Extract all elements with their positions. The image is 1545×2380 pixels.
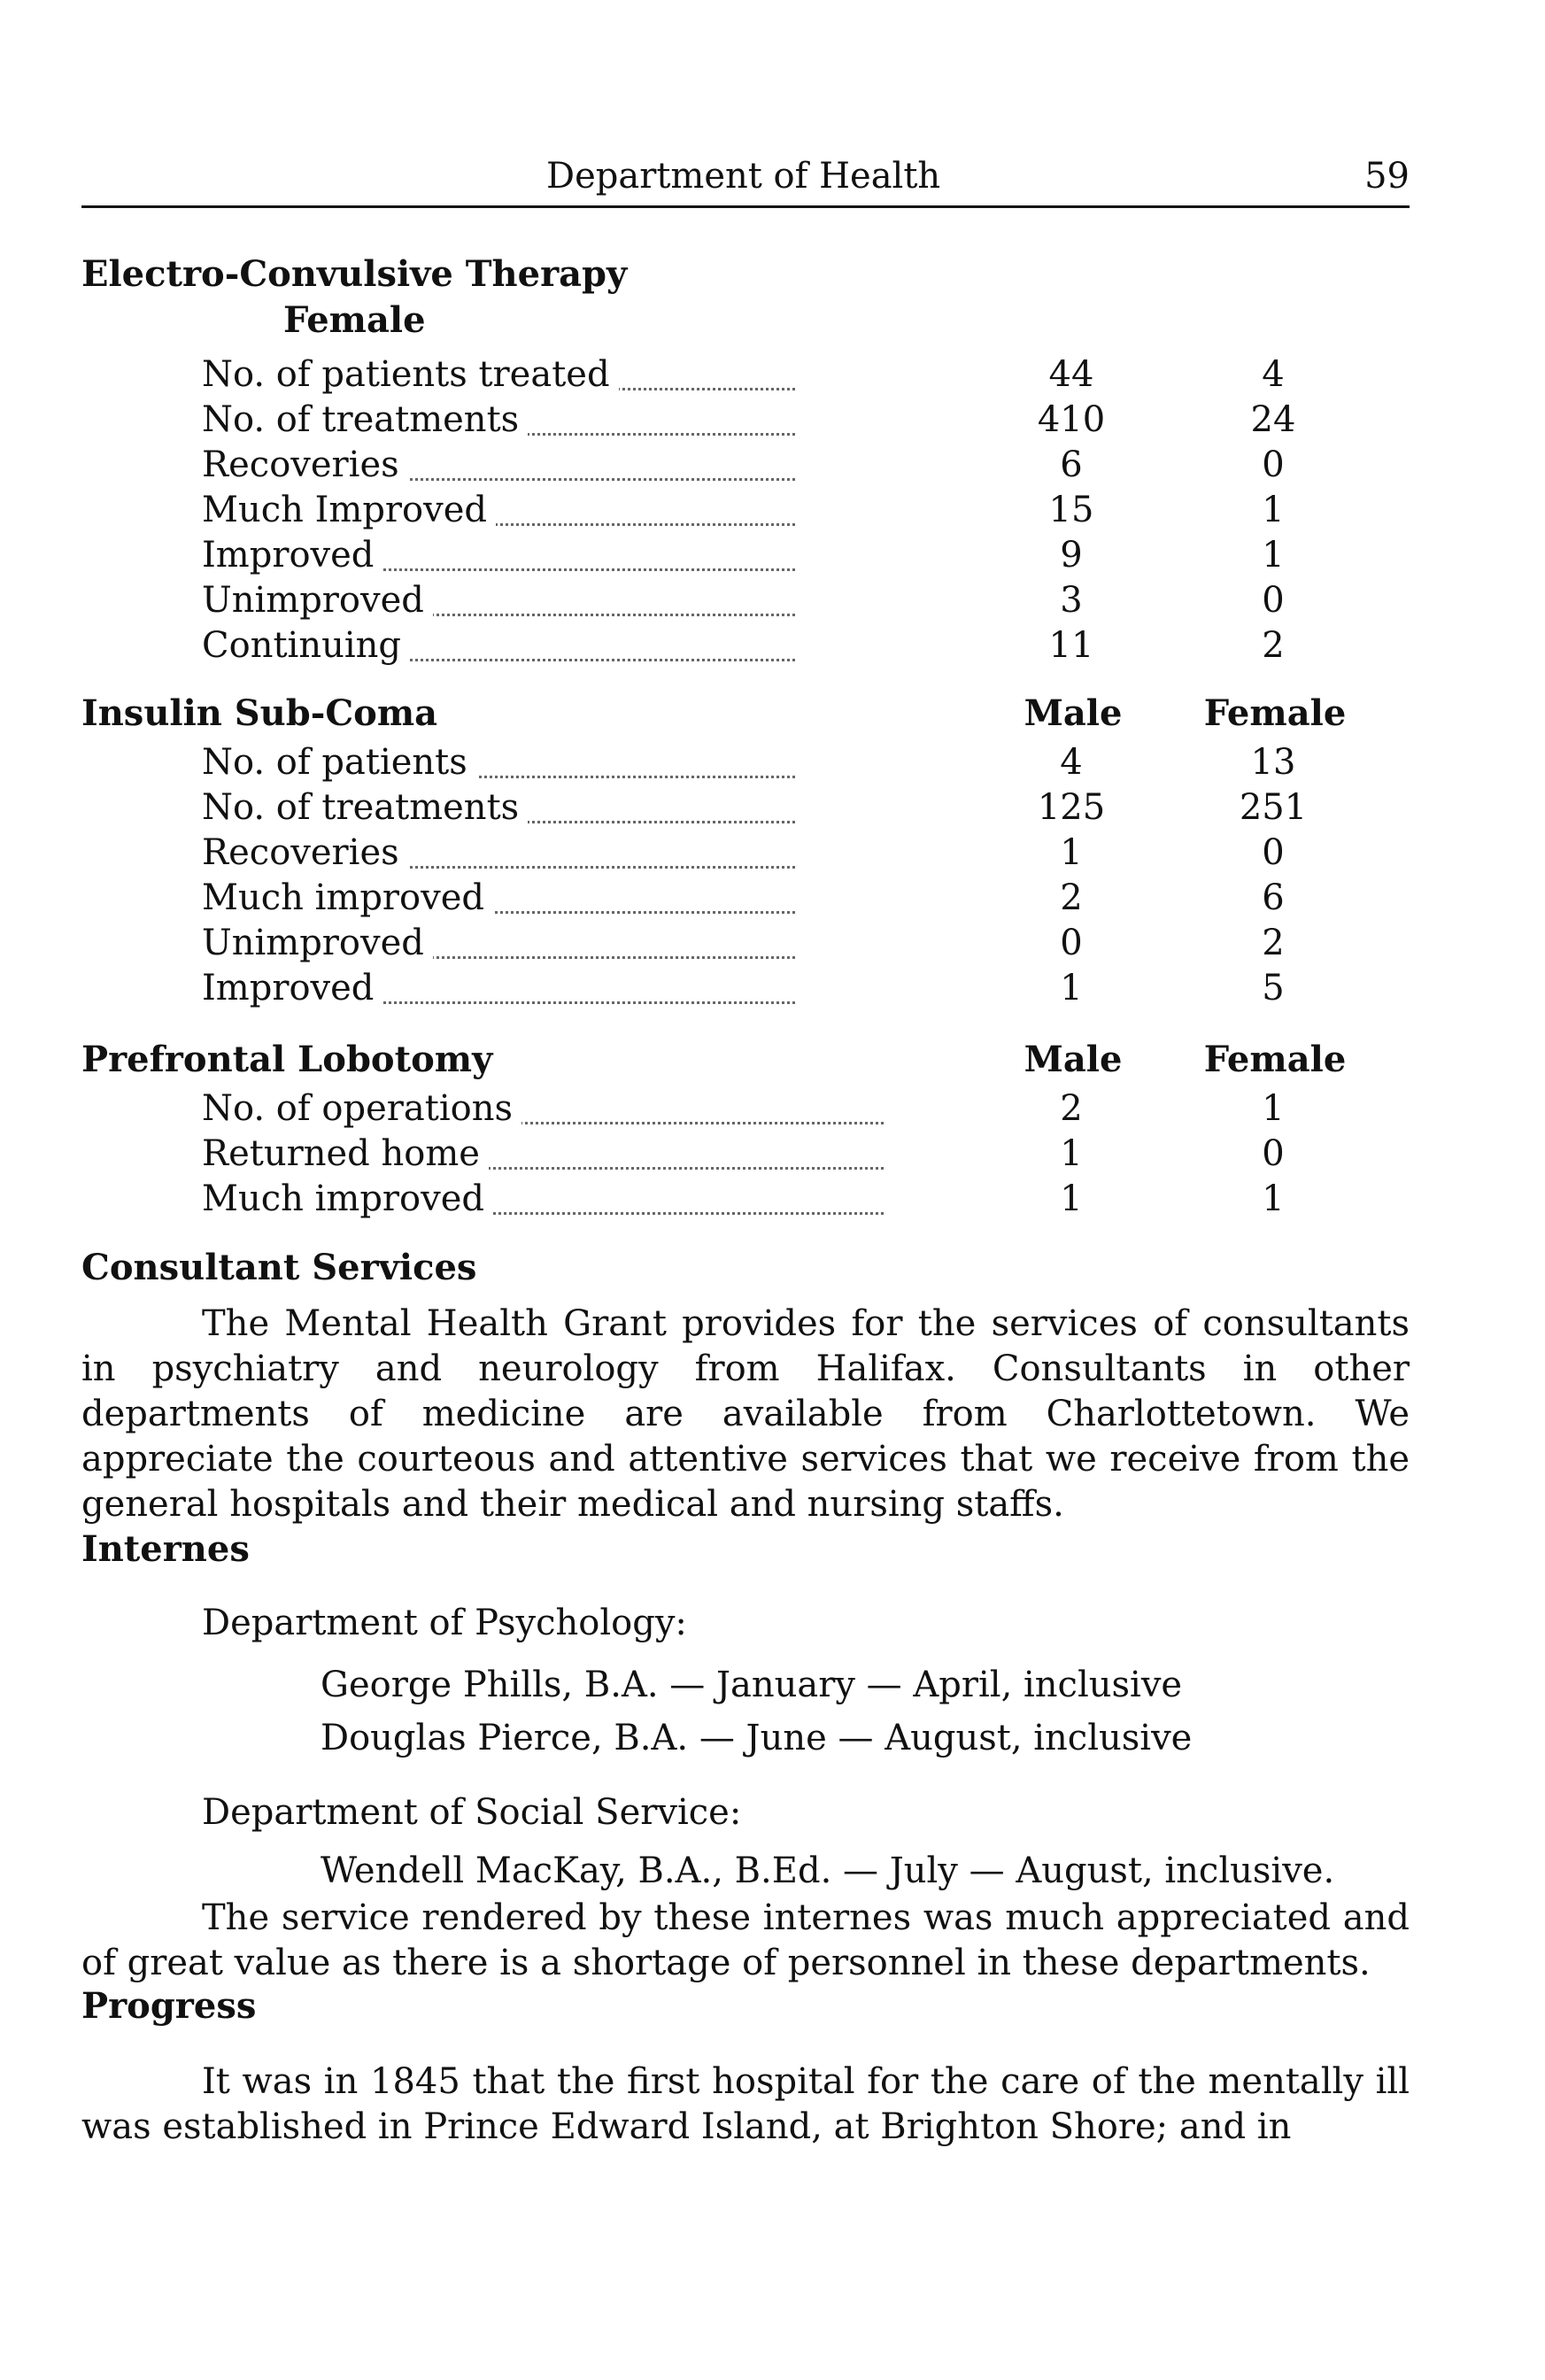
female-value: 24 bbox=[1250, 399, 1296, 440]
table-row bbox=[202, 742, 1406, 786]
table-row bbox=[202, 1133, 1406, 1178]
row-label: Unimproved bbox=[202, 580, 433, 621]
row-label: No. of treatments bbox=[202, 787, 528, 828]
female-value: 6 bbox=[1262, 877, 1285, 918]
consultant-paragraph bbox=[81, 1302, 1410, 1527]
male-value: 4 bbox=[1060, 742, 1083, 783]
male-value: 2 bbox=[1060, 1088, 1083, 1129]
male-value: 1 bbox=[1060, 1133, 1083, 1174]
male-value: 1 bbox=[1060, 1178, 1083, 1219]
page-header bbox=[81, 149, 1410, 202]
table-row bbox=[202, 1088, 1406, 1132]
male-value: 15 bbox=[1048, 490, 1094, 530]
row-label: No. of patients treated bbox=[202, 354, 619, 395]
lobotomy-heading: Prefrontal Lobotomy bbox=[81, 1039, 493, 1080]
psychology-interne-2: Douglas Pierce, B.A. — June — August, inclusive bbox=[321, 1718, 1193, 1758]
female-value: 251 bbox=[1239, 787, 1308, 828]
male-value: 6 bbox=[1060, 444, 1083, 485]
table-row bbox=[202, 787, 1406, 831]
row-label: Recoveries bbox=[202, 832, 408, 873]
ect-subheading: Female bbox=[283, 299, 426, 341]
table-row bbox=[202, 625, 1406, 669]
running-title: Department of Health bbox=[546, 156, 941, 197]
female-value: 13 bbox=[1250, 742, 1296, 783]
female-value: 0 bbox=[1262, 1133, 1285, 1174]
table-row bbox=[202, 580, 1406, 624]
insulin-heading: Insulin Sub-Coma bbox=[81, 692, 438, 734]
row-label: Improved bbox=[202, 968, 382, 1008]
lobotomy-col-male: Male bbox=[1024, 1039, 1123, 1080]
male-value: 2 bbox=[1060, 877, 1083, 918]
row-label: No. of treatments bbox=[202, 399, 528, 440]
social-service-label: Department of Social Service: bbox=[202, 1792, 742, 1833]
row-label: Unimproved bbox=[202, 923, 433, 963]
table-row bbox=[202, 444, 1406, 489]
social-service-interne-1: Wendell MacKay, B.A., B.Ed. — July — August, inclusive. bbox=[321, 1851, 1335, 1891]
internes-heading: Internes bbox=[81, 1528, 250, 1570]
row-label: Much improved bbox=[202, 1178, 493, 1219]
psychology-interne-1: George Phills, B.A. — January — April, inclusive bbox=[321, 1665, 1183, 1705]
progress-paragraph bbox=[81, 2059, 1410, 2150]
female-value: 1 bbox=[1262, 535, 1285, 576]
progress-text: It was in 1845 that the first hospital for the care of the mentally ill was established in Prince Edward Island, at Brighton Shore; and in bbox=[81, 2061, 1410, 2147]
ect-heading: Electro-Convulsive Therapy bbox=[81, 253, 628, 295]
table-row bbox=[202, 535, 1406, 579]
female-value: 0 bbox=[1262, 580, 1285, 621]
male-value: 1 bbox=[1060, 968, 1083, 1008]
page-number: 59 bbox=[1364, 156, 1410, 197]
row-label: Improved bbox=[202, 535, 382, 576]
row-label: Much Improved bbox=[202, 490, 496, 530]
female-value: 1 bbox=[1262, 1088, 1285, 1129]
male-value: 1 bbox=[1060, 832, 1083, 873]
table-row bbox=[202, 923, 1406, 967]
table-row bbox=[202, 832, 1406, 877]
female-value: 1 bbox=[1262, 1178, 1285, 1219]
internes-paragraph bbox=[81, 1896, 1410, 1986]
row-label: Returned home bbox=[202, 1133, 489, 1174]
table-row bbox=[202, 354, 1406, 398]
progress-heading: Progress bbox=[81, 1985, 257, 2027]
female-value: 2 bbox=[1262, 923, 1285, 963]
female-value: 4 bbox=[1262, 354, 1285, 395]
row-label: Continuing bbox=[202, 625, 410, 666]
insulin-col-female: Female bbox=[1203, 692, 1347, 734]
insulin-col-male: Male bbox=[1024, 692, 1123, 734]
female-value: 0 bbox=[1262, 444, 1285, 485]
male-value: 125 bbox=[1037, 787, 1106, 828]
table-row bbox=[202, 877, 1406, 922]
row-label: No. of patients bbox=[202, 742, 476, 783]
male-value: 11 bbox=[1048, 625, 1094, 666]
male-value: 44 bbox=[1048, 354, 1094, 395]
female-value: 0 bbox=[1262, 832, 1285, 873]
row-label: No. of operations bbox=[202, 1088, 521, 1129]
female-value: 1 bbox=[1262, 490, 1285, 530]
lobotomy-col-female: Female bbox=[1203, 1039, 1347, 1080]
male-value: 0 bbox=[1060, 923, 1083, 963]
female-value: 5 bbox=[1262, 968, 1285, 1008]
row-label: Recoveries bbox=[202, 444, 408, 485]
table-row bbox=[202, 490, 1406, 534]
consultant-text: The Mental Health Grant provides for the services of consultants in psychiatry and neurology from Halifax. Consultants in other departments of medicine are available from Charlottetown. We appreciate the courteous and attentive services that we receive from the general hospitals and their medical and nursing staffs. bbox=[81, 1303, 1410, 1525]
table-row bbox=[202, 1178, 1406, 1223]
internes-text: The service rendered by these internes was much appreciated and of great value as there is a shortage of personnel in these departments. bbox=[81, 1897, 1410, 1983]
psychology-label: Department of Psychology: bbox=[202, 1603, 687, 1643]
row-label: Much improved bbox=[202, 877, 493, 918]
table-row bbox=[202, 968, 1406, 1012]
male-value: 3 bbox=[1060, 580, 1083, 621]
male-value: 9 bbox=[1060, 535, 1083, 576]
table-row bbox=[202, 399, 1406, 444]
header-rule bbox=[81, 205, 1410, 208]
consultant-heading: Consultant Services bbox=[81, 1247, 477, 1288]
female-value: 2 bbox=[1262, 625, 1285, 666]
male-value: 410 bbox=[1037, 399, 1106, 440]
